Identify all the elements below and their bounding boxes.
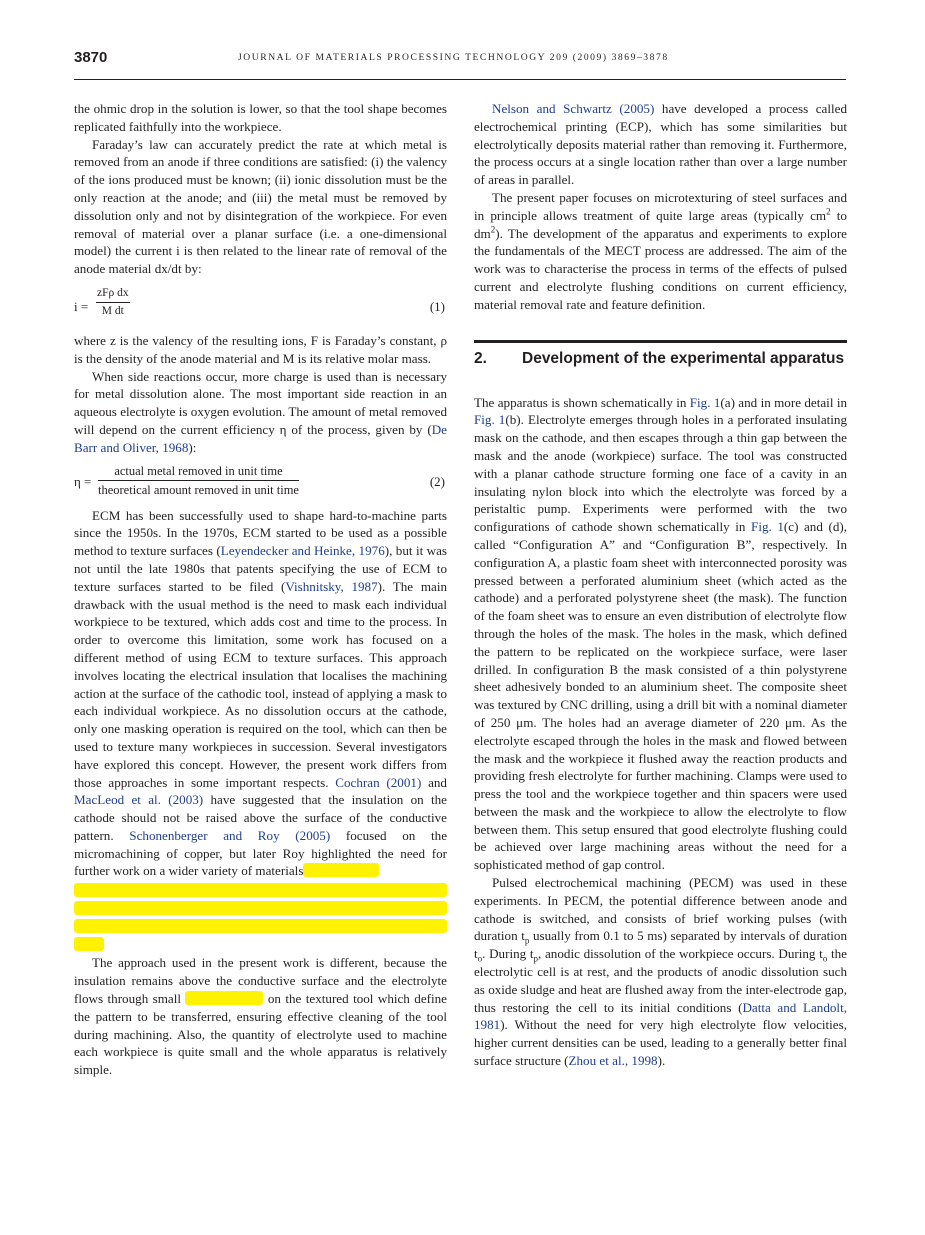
text-span: ):	[188, 439, 197, 455]
text-span: have suggested that the insulation on the cathode should not be raised above the surface of the conductive pattern.	[74, 792, 447, 843]
text-span: ). The main drawback with the usual method is the need to mask each individual workpiece to be textured, which adds cost and time to the process. In order to overcome this limitation, some work has focused on a different method of using ECM to texture surfaces. This approach involves locating the electrical insulation that localises the machining action at the surface of the cathodic tool, instead of applying a mask to each individual workpiece. As no dissolution occurs at the cathode, only one masking operation is required on the tool, which can then be used to texture many workpieces in succession. Several investigators have explored this concept. However, the present work differs from those approaches in some important respects.	[74, 578, 448, 790]
citation-link[interactable]: Schonenberger and Roy (2005)	[129, 827, 331, 843]
paragraph	[474, 394, 847, 875]
section-number: 2.	[474, 349, 487, 367]
citation-link[interactable]: Cochran (2001)	[335, 774, 422, 790]
citation-link[interactable]: Leyendecker and Heinke, 1976	[220, 543, 385, 559]
equation-denominator: M dt	[101, 304, 124, 317]
left-column	[74, 100, 447, 1079]
highlight-redaction	[74, 901, 447, 915]
superscript: 2	[490, 224, 496, 235]
text-span: focused on the micromachining of copper, but later Roy highlighted the need for further work on a wider variety of materials	[74, 827, 448, 879]
subscript: o	[822, 953, 828, 964]
page-number: 3870	[74, 49, 108, 66]
paragraph	[74, 954, 447, 1079]
subscript: p	[524, 936, 530, 947]
text-span: . During t	[482, 946, 534, 962]
equation-1	[74, 286, 447, 326]
equation-lhs: η =	[74, 473, 92, 489]
highlight-redaction	[74, 883, 447, 897]
highlight-redaction	[303, 863, 379, 877]
highlight-redaction	[185, 991, 263, 1005]
text-span: ECM has been successfully used to shape hard-to-machine parts since the 1950s. In the 1970s, ECM started to be used as a possible method to texture surfaces (	[74, 507, 447, 559]
header-rule	[74, 79, 846, 80]
text-span: ).	[657, 1053, 666, 1069]
text-span: (c) and (d), called “Configuration A” and “Configuration B”, respectively. In configuration A, a plastic foam sheet with interconnected porosity was pressed between a perforated aluminium sheet (which acted as the cathode) and a perforated polystyrene sheet (the mask). The function of the foam sheet was to ensure an even distribution of electrolyte flow through the holes of the mask. The holes in the mask, which defined the pattern to be replicated on the workpiece surface, were laser drilled. In configuration B the mask consisted of a thin polystyrene sheet adhesively bonded to an aluminium sheet. The composite sheet was textured by CNC drilling, using a drill bit with a nominal diameter of 250 μm. The holes had an average diameter of 220 μm. As the electrolyte escaped through the holes in the mask and flowed between the mask and the workpiece it flushed away the reaction products and providing fresh electrolyte for further machining. Clamps were used to press the tool and the workpiece together and thin spacers were used between the mask and the workpiece to allow the electrolyte to flow between them. This setup ensured that good electrolyte flushing could be achieved over large machining areas without the need for a sophisticated method of gap control.	[474, 519, 848, 873]
paragraph: where z is the valency of the resulting ions, F is Faraday’s constant, ρ is the density of the anode material and M is its relative molar mass.	[74, 332, 447, 366]
text-span: , anodic dissolution of the workpiece occurs. During t	[538, 946, 823, 962]
equation-number: (2)	[429, 473, 445, 489]
equation-lhs: i =	[74, 298, 89, 314]
paragraph: the ohmic drop in the solution is lower, so that the tool shape becomes replicated faithfully into the workpiece.	[74, 101, 447, 134]
paragraph	[74, 507, 447, 881]
citation-link[interactable]: Datta and Landolt, 1981	[474, 999, 847, 1033]
text-span: When side reactions occur, more charge is used than is necessary for metal dissolution alone. The most important side reaction in an aqueous electrolyte is oxygen evolution. The amount of metal removed will depend on the current efficiency η of the process, given by (	[74, 368, 447, 437]
text-span: ). The development of the apparatus and experiments to explore the fundamentals of the MECT process are addressed. The aim of the work was to characterise the process in terms of the effects of pulsed current and electrolyte flushing conditions on current efficiency, material removal rate and feature definition.	[474, 225, 847, 312]
subscript: p	[533, 953, 539, 964]
citation-link[interactable]: Vishnitsky, 1987	[285, 578, 378, 594]
text-span: and	[421, 774, 447, 790]
paragraph: Faraday’s law can accurately predict the rate at which metal is removed from an anode if three conditions are satisfied: (i) the valency of the ions produced must be known; (ii) ionic dissolution must be the only reaction at the anode; and (iii) the metal must be removed by dissolution only and not by disintegration of the workpiece. For even removal of material over a planar surface (i.e. a one-dimensional model) the current i is then related to the linear rate of removal of the anode material dx/dt by:	[74, 136, 447, 277]
text-span: have developed a process called electrochemical printing (ECP), which has some similarities but electrolytically deposits material rather than removing it. Furthermore, the process occurs at a single location rather than over a large number of areas in parallel.	[474, 101, 848, 188]
figure-link[interactable]: Fig. 1	[751, 519, 784, 535]
paragraph	[474, 189, 847, 314]
citation-link[interactable]: De Barr and Oliver, 1968	[74, 421, 447, 455]
text-span: The approach used in the present work is different, because the insulation remains above the conductive surface and the electrolyte flows through small	[74, 955, 447, 1007]
highlight-redaction-block	[74, 883, 447, 950]
figure-link[interactable]: Fig. 1	[474, 412, 506, 428]
text-span: ). Without the need for very high electrolyte flow velocities, higher current densities can be used, leading to a generally better final surface structure (	[474, 1017, 847, 1069]
text-span: The apparatus is shown schematically in	[474, 394, 690, 410]
running-head: JOURNAL OF MATERIALS PROCESSING TECHNOLOGY 209 (2009) 3869–3878	[238, 52, 669, 63]
equation-fraction	[98, 463, 299, 498]
citation-link[interactable]: MacLeod et al. (2003)	[74, 792, 204, 808]
equation-denominator: theoretical amount removed in unit time	[98, 482, 299, 497]
text-span: The present paper focuses on microtexturing of steel surfaces and in principle allows treatment of quite large areas (typically cm	[474, 189, 847, 223]
text-span: usually from 0.1 to 5 ms) separated by intervals of duration t	[474, 928, 848, 962]
paragraph	[74, 368, 447, 457]
highlight-redaction	[74, 919, 447, 933]
citation-link[interactable]: Nelson and Schwartz (2005)	[492, 101, 655, 116]
highlight-redaction	[74, 937, 104, 951]
subscript: o	[477, 953, 483, 964]
equation-number: (1)	[429, 298, 445, 314]
text-span: to dm	[474, 207, 847, 241]
paragraph	[474, 874, 847, 1070]
figure-link[interactable]: Fig. 1	[689, 394, 721, 410]
text-span: on the textured tool which define the pattern to be transferred, ensuring effective cleaning of the tool during machining. Also, the quantity of electrolyte used to machine each workpiece is quite small and the whole apparatus is relatively simple.	[74, 991, 447, 1078]
paragraph	[474, 100, 847, 189]
equation-numerator: actual metal removed in unit time	[98, 463, 299, 481]
text-span: (a) and in more detail in	[720, 394, 848, 410]
section-title: Development of the experimental apparatus	[522, 349, 845, 367]
equation-numerator: zFρ dx	[96, 286, 130, 303]
text-span: (b). Electrolyte emerges through holes in a perforated insulating mask on the cathode, and then escapes through a thin gap between the mask and the anode (workpiece) surface. The tool was constructed with a planar cathode structure forming one face of a cavity in an insulating nylon block into which the electrolyte was forced by a peristaltic pump. Experiments were performed with the two configurations of cathode shown schematically in	[474, 412, 847, 535]
section-rule	[474, 340, 847, 343]
text-span: Pulsed electrochemical machining (PECM) was used in these experiments. In PECM, the potential difference between anode and cathode is switched, and consists of brief working pulses (with duration t	[474, 875, 847, 944]
section-heading	[474, 349, 847, 368]
equation-fraction	[96, 286, 130, 319]
equation-2	[74, 463, 447, 499]
superscript: 2	[826, 206, 831, 217]
right-column	[474, 100, 847, 1070]
text-span: ), but it was not until the late 1980s that patents specifying the use of ECM to texture surfaces started to be filed (	[74, 543, 447, 594]
citation-link[interactable]: Zhou et al., 1998	[568, 1053, 658, 1069]
text-span: the electrolytic cell is at rest, and the products of anodic dissolution such as oxide sludge and heat are flushed away from the inter-electrode gap, thus restoring the cell to its initial conditions (	[474, 946, 847, 1015]
